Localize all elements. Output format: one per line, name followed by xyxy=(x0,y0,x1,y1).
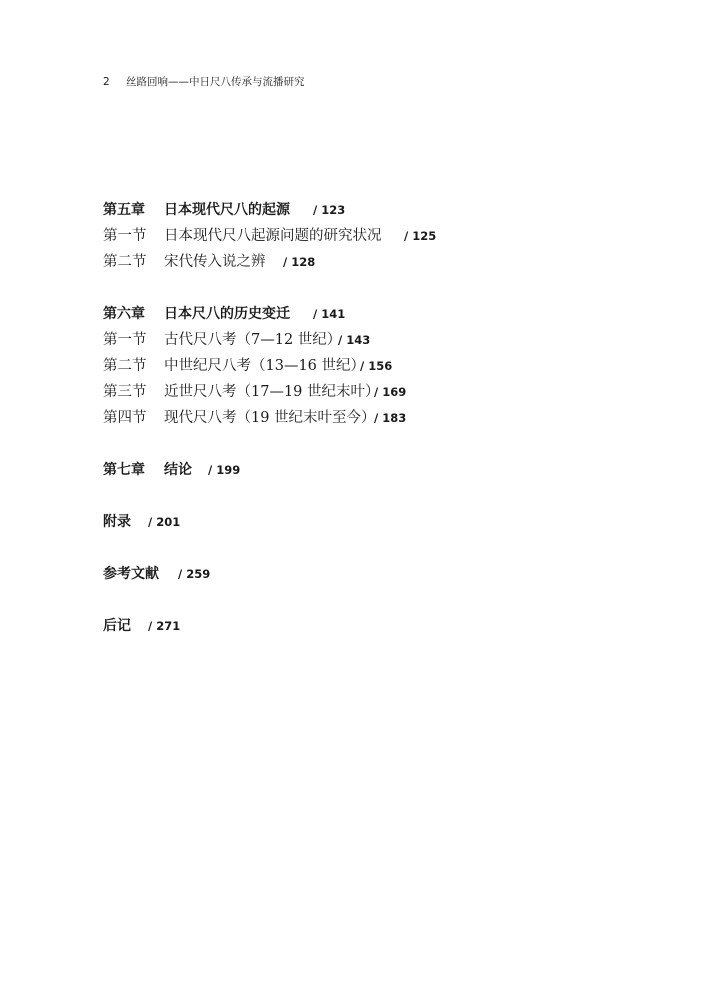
toc-page-number: / 271 xyxy=(148,619,181,633)
toc-chapter-number: 第五章 xyxy=(103,202,145,218)
toc-page-number: / 141 xyxy=(313,307,346,321)
toc-page-number: / 125 xyxy=(404,229,437,243)
toc-section-number: 第一节 xyxy=(103,228,147,244)
toc-entry-title: 参考文献 xyxy=(103,566,159,582)
toc-chapter-number: 第六章 xyxy=(103,306,145,322)
toc-page-number: / 201 xyxy=(148,515,181,529)
toc-section-title: 日本现代尺八起源问题的研究状况 xyxy=(164,228,382,244)
toc-chapter-title: 日本尺八的历史变迁 xyxy=(164,306,290,322)
toc-section-title: 宋代传入说之辨 xyxy=(164,254,266,270)
toc-section-title: 中世纪尺八考（13—16 世纪） xyxy=(164,358,366,374)
toc-chapter-title: 日本现代尺八的起源 xyxy=(164,202,290,218)
toc-page-number: / 183 xyxy=(374,411,407,425)
running-header xyxy=(103,75,305,89)
toc-page-number: / 128 xyxy=(283,255,316,269)
toc-section-number: 第一节 xyxy=(103,332,147,348)
toc-section-title: 古代尺八考（7—12 世纪） xyxy=(164,332,342,348)
toc-section-number: 第二节 xyxy=(103,358,147,374)
toc-page-number: / 199 xyxy=(208,463,241,477)
toc-entry-title: 后记 xyxy=(103,618,131,634)
book-title: 丝路回响——中日尺八传承与流播研究 xyxy=(126,76,305,88)
page-number: 2 xyxy=(103,76,110,88)
toc-section-title: 现代尺八考（19 世纪末叶至今） xyxy=(164,410,376,426)
toc-chapter-number: 第七章 xyxy=(103,462,145,478)
toc-section-number: 第四节 xyxy=(103,410,147,426)
toc-page-number: / 156 xyxy=(360,359,393,373)
toc-page-number: / 143 xyxy=(338,333,371,347)
toc-section-number: 第二节 xyxy=(103,254,147,270)
toc-section-number: 第三节 xyxy=(103,384,147,400)
toc-page-number: / 259 xyxy=(178,567,211,581)
toc-page-number: / 123 xyxy=(313,203,346,217)
toc-entry-title: 附录 xyxy=(103,514,131,530)
toc-page-number: / 169 xyxy=(374,385,407,399)
toc-chapter-title: 结论 xyxy=(164,462,192,478)
toc-section-title: 近世尺八考（17—19 世纪末叶） xyxy=(164,384,380,400)
